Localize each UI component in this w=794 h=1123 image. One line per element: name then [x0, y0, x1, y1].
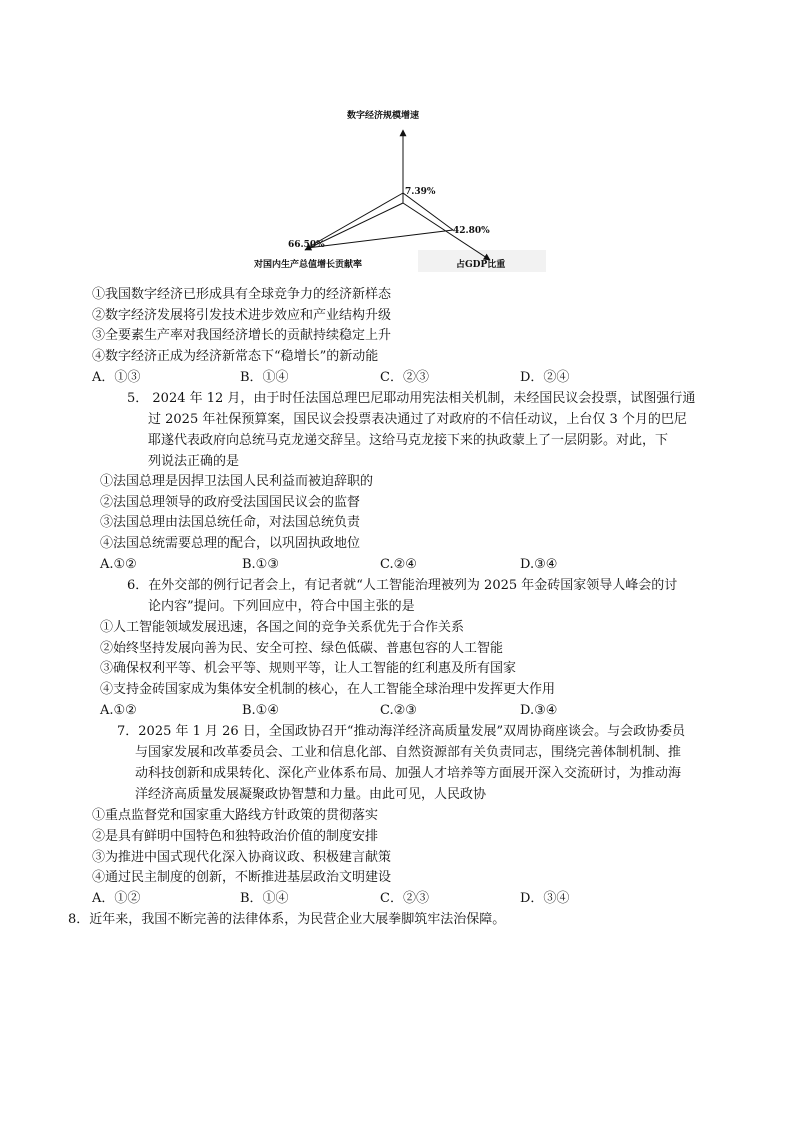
q7-option-a[interactable]: A．①②	[92, 891, 141, 906]
q4-item-4: ④数字经济正成为经济新常态下“稳增长”的新动能	[92, 349, 379, 364]
q7-item-4: ④通过民主制度的创新，不断推进基层政治文明建设	[92, 870, 392, 885]
q6-option-b[interactable]: B.①④	[242, 703, 279, 718]
q5-stem-line-1: 5． 2024 年 12 月，由于时任法国总理巴尼耶动用宪法相关机制，未经国民议会投票，试图强行通	[127, 391, 696, 406]
q7-stem-line-2: 与国家发展和改革委员会、工业和信息化部、自然资源部有关负责同志，围绕完善体制机制、推	[135, 745, 682, 760]
digital-economy-figure	[250, 100, 550, 275]
q7-stem-line-4: 洋经济高质量发展凝聚政协智慧和力量。由此可见，人民政协	[135, 787, 487, 802]
value-left-label: 66.50%	[288, 240, 325, 250]
value-top-label: 7.39%	[405, 187, 436, 197]
q4-item-3: ③全要素生产率对我国经济增长的贡献持续稳定上升	[92, 328, 392, 343]
q6-option-a[interactable]: A.①②	[100, 703, 137, 718]
q5-option-c[interactable]: C.②④	[380, 557, 417, 572]
q5-option-b[interactable]: B.①③	[242, 557, 279, 572]
q6-option-c[interactable]: C.②③	[380, 703, 417, 718]
q5-item-4: ④法国总统需要总理的配合，以巩固执政地位	[100, 536, 361, 551]
q7-option-d[interactable]: D．③④	[520, 891, 570, 906]
q6-stem-line-2: 论内容”提问。下列回应中，符合中国主张的是	[148, 599, 415, 614]
q6-option-d[interactable]: D.③④	[520, 703, 558, 718]
q5-stem-line-3: 耶遂代表政府向总统马克龙递交辞呈。这给马克龙接下来的执政蒙上了一层阴影。对此，下	[148, 433, 669, 448]
q5-item-1: ①法国总理是因捍卫法国人民利益而被迫辞职的	[100, 474, 374, 489]
q4-item-1: ①我国数字经济已形成具有全球竞争力的经济新样态	[92, 287, 392, 302]
q4-option-c[interactable]: C．②③	[380, 370, 429, 385]
q7-option-b[interactable]: B．①④	[240, 891, 289, 906]
q4-option-a[interactable]: A．①③	[92, 370, 141, 385]
q5-option-d[interactable]: D.③④	[520, 557, 558, 572]
q4-option-d[interactable]: D．②④	[520, 370, 570, 385]
value-triangle	[307, 193, 453, 248]
q5-item-2: ②法国总理领导的政府受法国国民议会的监督	[100, 495, 361, 510]
q7-option-c[interactable]: C．②③	[380, 891, 429, 906]
q5-stem-line-2: 过 2025 年社保预算案，国民议会投票表决通过了对政府的不信任动议，上台仅 3 个月的巴尼	[148, 412, 687, 427]
q7-item-2: ②是具有鲜明中国特色和独特政治价值的制度安排	[92, 829, 379, 844]
q5-option-a[interactable]: A.①②	[100, 557, 137, 572]
q5-stem-line-4: 列说法正确的是	[148, 454, 240, 469]
q5-item-3: ③法国总理由法国总统任命，对法国总统负责	[100, 515, 361, 530]
q6-stem-line-1: 6．在外交部的例行记者会上，有记者就“人工智能治理被列为 2025 年金砖国家领导人峰会的讨	[127, 578, 678, 593]
q7-item-1: ①重点监督党和国家重大路线方针政策的贯彻落实	[92, 808, 379, 823]
q6-item-4: ④支持金砖国家成为集体安全机制的核心，在人工智能全球治理中发挥更大作用	[100, 682, 556, 697]
q7-stem-line-1: 7．2025 年 1 月 26 日，全国政协召开“推动海洋经济高质量发展”双周协商座谈会。与会政协委员	[117, 724, 686, 739]
q8-stem: 8．近年来，我国不断完善的法律体系，为民营企业大展拳脚筑牢法治保障。	[68, 912, 506, 927]
left-axis-label: 对国内生产总值增长贡献率	[254, 260, 363, 270]
q7-item-3: ③为推进中国式现代化深入协商议政、积极建言献策	[92, 850, 392, 865]
q6-item-1: ①人工智能领域发展迅速，各国之间的竞争关系优先于合作关系	[100, 620, 465, 635]
q4-option-b[interactable]: B．①④	[240, 370, 289, 385]
q7-stem-line-3: 动科技创新和成果转化、深化产业体系布局、加强人才培养等方面展开深入交流研讨，为推动海	[135, 766, 682, 781]
q6-item-3: ③确保权利平等、机会平等、规则平等，让人工智能的红利惠及所有国家	[100, 661, 517, 676]
q6-item-2: ②始终坚持发展向善为民、安全可控、绿色低碳、普惠包容的人工智能	[100, 641, 504, 656]
value-right-label: 42.80%	[453, 226, 490, 236]
q4-item-2: ②数字经济发展将引发技术进步效应和产业结构升级	[92, 308, 392, 323]
right-axis-label: 占GDP比重	[456, 260, 506, 270]
y-axis-label: 数字经济规模增速	[347, 111, 420, 121]
